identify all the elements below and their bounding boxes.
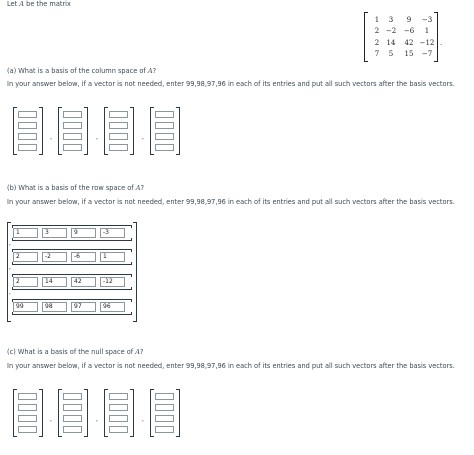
vector-left-bracket <box>58 389 62 437</box>
row-space-vector-3 <box>12 274 132 290</box>
matrix-row <box>368 49 434 59</box>
vector-entry-input[interactable]: -6 <box>71 252 96 262</box>
vector-entry-input[interactable]: 2 <box>13 277 38 287</box>
vector-entry-input[interactable] <box>109 404 128 411</box>
null-space-vector-2 <box>58 389 88 437</box>
vector-entry-input[interactable]: 9 <box>71 228 96 238</box>
matrix-entry: −12 <box>419 39 435 47</box>
vector-entry-input[interactable] <box>155 111 174 118</box>
vector-separator: , <box>9 264 11 271</box>
vector-left-bracket <box>150 107 154 155</box>
matrix-entry: −2 <box>385 27 397 35</box>
row-vector-bottom-bracket <box>12 262 132 265</box>
matrix-entry: −6 <box>403 27 415 35</box>
matrix-period: . <box>440 39 443 47</box>
intro-suffix: be the matrix <box>24 0 71 8</box>
row-vector-bottom-bracket <box>12 287 132 290</box>
vector-entry-input[interactable] <box>109 393 128 400</box>
column-space-vector-1 <box>13 107 43 155</box>
vector-entry-input[interactable] <box>63 426 82 433</box>
vector-entry-input[interactable] <box>18 393 37 400</box>
row-space-vector-4 <box>12 299 132 315</box>
vector-entry-input[interactable] <box>63 111 82 118</box>
vector-entry-input[interactable] <box>109 144 128 151</box>
part-a-question-mark: ? <box>152 67 157 75</box>
matrix-row <box>368 15 434 25</box>
vector-entry-input[interactable] <box>63 404 82 411</box>
vector-left-bracket <box>150 389 154 437</box>
vector-separator: , <box>9 240 11 247</box>
null-space-vector-3 <box>104 389 134 437</box>
part-b-question-text: (b) What is a basis of the row space of <box>7 184 136 192</box>
matrix-entry: 3 <box>388 16 394 24</box>
part-c-question <box>7 348 143 356</box>
matrix-entry: −7 <box>421 50 433 58</box>
null-space-vector-4 <box>150 389 180 437</box>
matrix-entry: 1 <box>424 27 430 35</box>
vector-entry-input[interactable] <box>109 111 128 118</box>
vector-entry-input[interactable] <box>18 122 37 129</box>
intro-prefix: Let <box>7 0 20 8</box>
part-b-instruction: In your answer below, if a vector is not needed, enter 99,98,97,96 in each of its entries and put all such vectors after the basis vectors. <box>7 198 455 206</box>
part-c-instruction: In your answer below, if a vector is not needed, enter 99,98,97,96 in each of its entries and put all such vectors after the basis vectors. <box>7 362 455 370</box>
matrix-entry: −3 <box>421 16 433 24</box>
part-c-question-mark: ? <box>139 348 144 356</box>
vector-entry-input[interactable] <box>18 133 37 140</box>
vector-entry-input[interactable] <box>109 133 128 140</box>
vector-entry-input[interactable] <box>63 415 82 422</box>
vector-entry-input[interactable]: 1 <box>100 252 125 262</box>
vector-entry-input[interactable]: -3 <box>100 228 125 238</box>
vector-separator: , <box>142 134 144 141</box>
vector-entry-input[interactable]: -12 <box>100 277 125 287</box>
vector-separator: , <box>96 416 98 423</box>
vector-entry-input[interactable] <box>155 122 174 129</box>
column-space-vector-3 <box>104 107 134 155</box>
intro-text <box>7 0 71 8</box>
vector-entry-input[interactable] <box>63 133 82 140</box>
matrix-entry: 9 <box>406 16 412 24</box>
vector-right-bracket <box>176 107 180 155</box>
matrix-entry: 7 <box>374 50 380 58</box>
vector-entry-input[interactable] <box>63 393 82 400</box>
vector-entry-input[interactable]: 3 <box>42 228 67 238</box>
null-space-vector-1 <box>13 389 43 437</box>
vector-entry-input[interactable]: 97 <box>71 302 96 312</box>
part-b-question <box>7 184 144 192</box>
matrix-entry: 42 <box>404 39 414 47</box>
vector-entry-input[interactable] <box>18 404 37 411</box>
vector-entry-input[interactable]: 1 <box>13 228 38 238</box>
matrix-entry: 1 <box>374 16 380 24</box>
matrix-entry: 14 <box>386 39 396 47</box>
vector-entry-input[interactable] <box>155 415 174 422</box>
vector-right-bracket <box>39 389 43 437</box>
row-vector-bottom-bracket <box>12 238 132 241</box>
vector-separator: , <box>96 134 98 141</box>
matrix-entry: 2 <box>374 27 380 35</box>
vector-separator: , <box>50 134 52 141</box>
vector-left-bracket <box>13 389 17 437</box>
column-space-vector-2 <box>58 107 88 155</box>
vector-right-bracket <box>130 389 134 437</box>
part-c-variable: A <box>135 348 140 356</box>
matrix-a <box>364 12 438 62</box>
vector-left-bracket <box>13 107 17 155</box>
vector-right-bracket <box>39 107 43 155</box>
vector-entry-input[interactable] <box>109 426 128 433</box>
row-space-vector-1 <box>12 225 132 241</box>
vector-entry-input[interactable]: 42 <box>71 277 96 287</box>
vector-right-bracket <box>130 107 134 155</box>
matrix-variable: A <box>19 0 25 8</box>
vector-entry-input[interactable]: 2 <box>13 252 38 262</box>
vector-separator: , <box>142 416 144 423</box>
vector-entry-input[interactable]: 14 <box>42 277 67 287</box>
row-basis-left-bracket <box>7 222 11 322</box>
vector-left-bracket <box>58 107 62 155</box>
matrix-entry: 2 <box>374 39 380 47</box>
vector-entry-input[interactable]: -2 <box>42 252 67 262</box>
vector-entry-input[interactable]: 99 <box>13 302 38 312</box>
column-space-vector-4 <box>150 107 180 155</box>
vector-separator: , <box>9 289 11 296</box>
vector-entry-input[interactable] <box>155 144 174 151</box>
vector-entry-input[interactable] <box>18 426 37 433</box>
matrix-entry: 15 <box>404 50 414 58</box>
vector-entry-input[interactable] <box>63 122 82 129</box>
vector-entry-input[interactable] <box>18 111 37 118</box>
part-b-variable: A <box>135 184 141 192</box>
part-a-question <box>7 67 156 75</box>
vector-entry-input[interactable] <box>155 393 174 400</box>
vector-left-bracket <box>104 389 108 437</box>
vector-entry-input[interactable] <box>63 144 82 151</box>
vector-entry-input[interactable]: 98 <box>42 302 67 312</box>
vector-right-bracket <box>84 389 88 437</box>
part-a-variable: A <box>147 67 153 75</box>
vector-entry-input[interactable] <box>109 415 128 422</box>
part-a-question-text: (a) What is a basis of the column space of <box>7 67 148 75</box>
matrix-row <box>368 26 434 36</box>
row-space-vector-2 <box>12 249 132 265</box>
row-vector-bottom-bracket <box>12 312 132 315</box>
matrix-row <box>368 38 434 48</box>
vector-entry-input[interactable]: 96 <box>100 302 125 312</box>
vector-separator: , <box>50 416 52 423</box>
vector-right-bracket <box>84 107 88 155</box>
vector-entry-input[interactable] <box>155 404 174 411</box>
part-b-question-mark: ? <box>140 184 144 192</box>
matrix-entry: 5 <box>388 50 394 58</box>
vector-left-bracket <box>104 107 108 155</box>
vector-entry-input[interactable] <box>109 122 128 129</box>
vector-right-bracket <box>176 389 180 437</box>
row-basis-right-bracket <box>133 222 137 322</box>
part-a-instruction: In your answer below, if a vector is not needed, enter 99,98,97,96 in each of its entries and put all such vectors after the basis vectors. <box>7 80 455 88</box>
vector-entry-input[interactable] <box>18 144 37 151</box>
vector-entry-input[interactable] <box>155 426 174 433</box>
part-c-question-text: (c) What is a basis of the null space of <box>7 348 136 356</box>
vector-entry-input[interactable] <box>155 133 174 140</box>
vector-entry-input[interactable] <box>18 415 37 422</box>
